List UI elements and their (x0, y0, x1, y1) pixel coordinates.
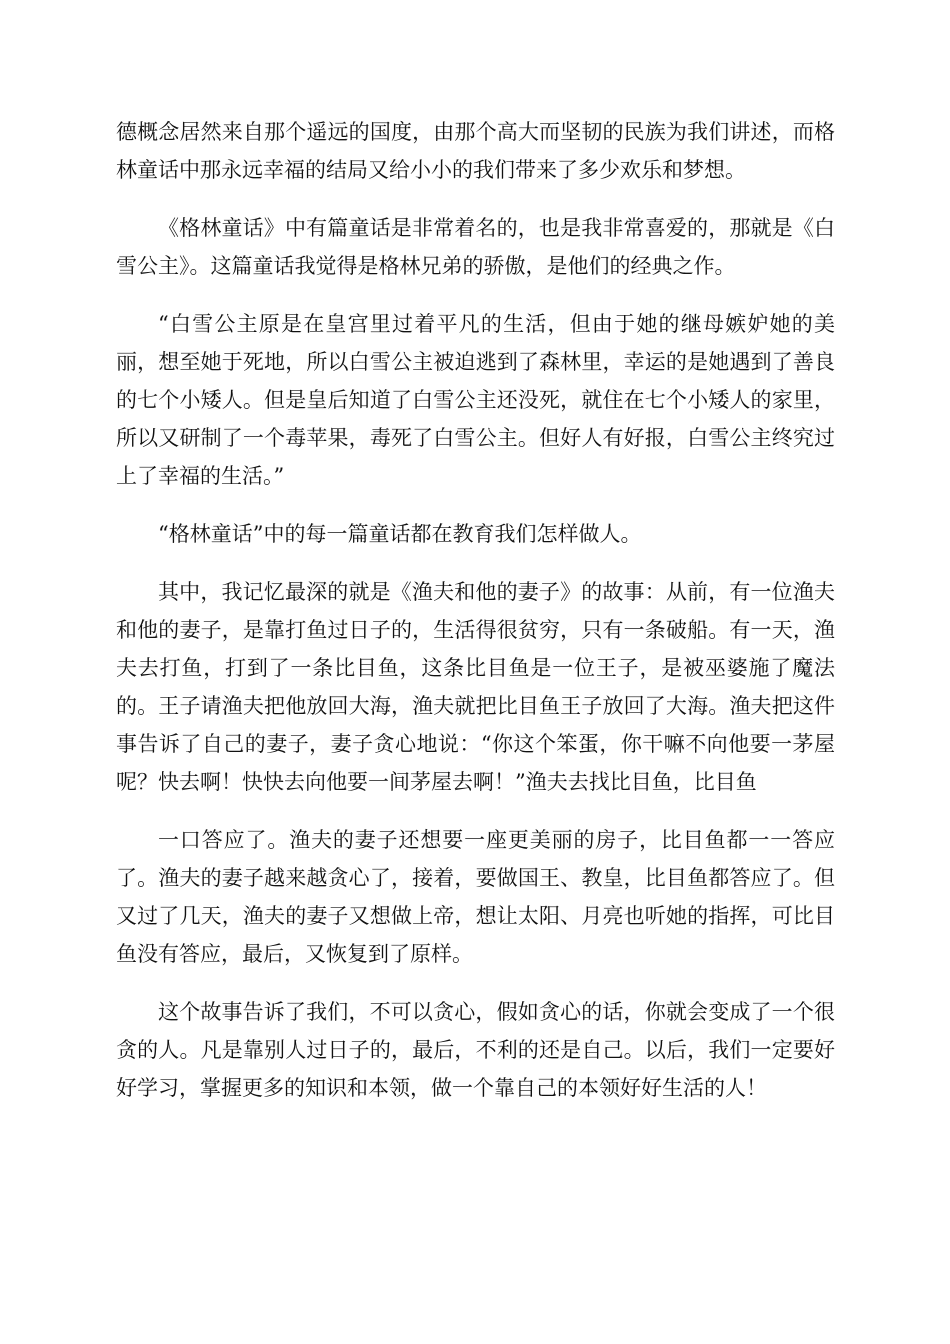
paragraph-6: 一口答应了。渔夫的妻子还想要一座更美丽的房子，比目鱼都一一答应了。渔夫的妻子越来越贪心了，接着，要做国王、教皇，比目鱼都答应了。但又过了几天，渔夫的妻子又想做上帝，想让太阳、月亮也听她的指挥，可比目鱼没有答应，最后，又恢复到了原样。 (116, 828, 835, 966)
paragraph-7: 这个故事告诉了我们，不可以贪心，假如贪心的话，你就会变成了一个很贪的人。凡是靠别人过日子的，最后，不利的还是自己。以后，我们一定要好好学习，掌握更多的知识和本领，做一个靠自己的本领好好生活的人！ (116, 1000, 835, 1100)
paragraph-2: 《格林童话》中有篇童话是非常着名的，也是我非常喜爱的，那就是《白雪公主》。这篇童话我觉得是格林兄弟的骄傲，是他们的经典之作。 (116, 216, 835, 278)
document-body (116, 113, 835, 1127)
paragraph-5: 其中，我记忆最深的就是《渔夫和他的妻子》的故事：从前，有一位渔夫和他的妻子，是靠打鱼过日子的，生活得很贫穷，只有一条破船。有一天，渔夫去打鱼，打到了一条比目鱼，这条比目鱼是一位王子，是被巫婆施了魔法的。王子请渔夫把他放回大海，渔夫就把比目鱼王子放回了大海。渔夫把这件事告诉了自己的妻子，妻子贪心地说：“你这个笨蛋，你干嘛不向他要一茅屋呢？快去啊！快快去向他要一间茅屋去啊！”渔夫去找比目鱼，比目鱼 (116, 580, 835, 794)
paragraph-1: 德概念居然来自那个遥远的国度，由那个高大而坚韧的民族为我们讲述，而格林童话中那永远幸福的结局又给小小的我们带来了多少欢乐和梦想。 (116, 120, 835, 182)
paragraph-3: “白雪公主原是在皇宫里过着平凡的生活，但由于她的继母嫉妒她的美丽，想至她于死地，所以白雪公主被迫逃到了森林里，幸运的是她遇到了善良的七个小矮人。但是皇后知道了白雪公主还没死，就住在七个小矮人的家里，所以又研制了一个毒苹果，毒死了白雪公主。但好人有好报，白雪公主终究过上了幸福的生活。” (116, 312, 835, 488)
paragraph-4: “格林童话”中的每一篇童话都在教育我们怎样做人。 (158, 522, 642, 546)
